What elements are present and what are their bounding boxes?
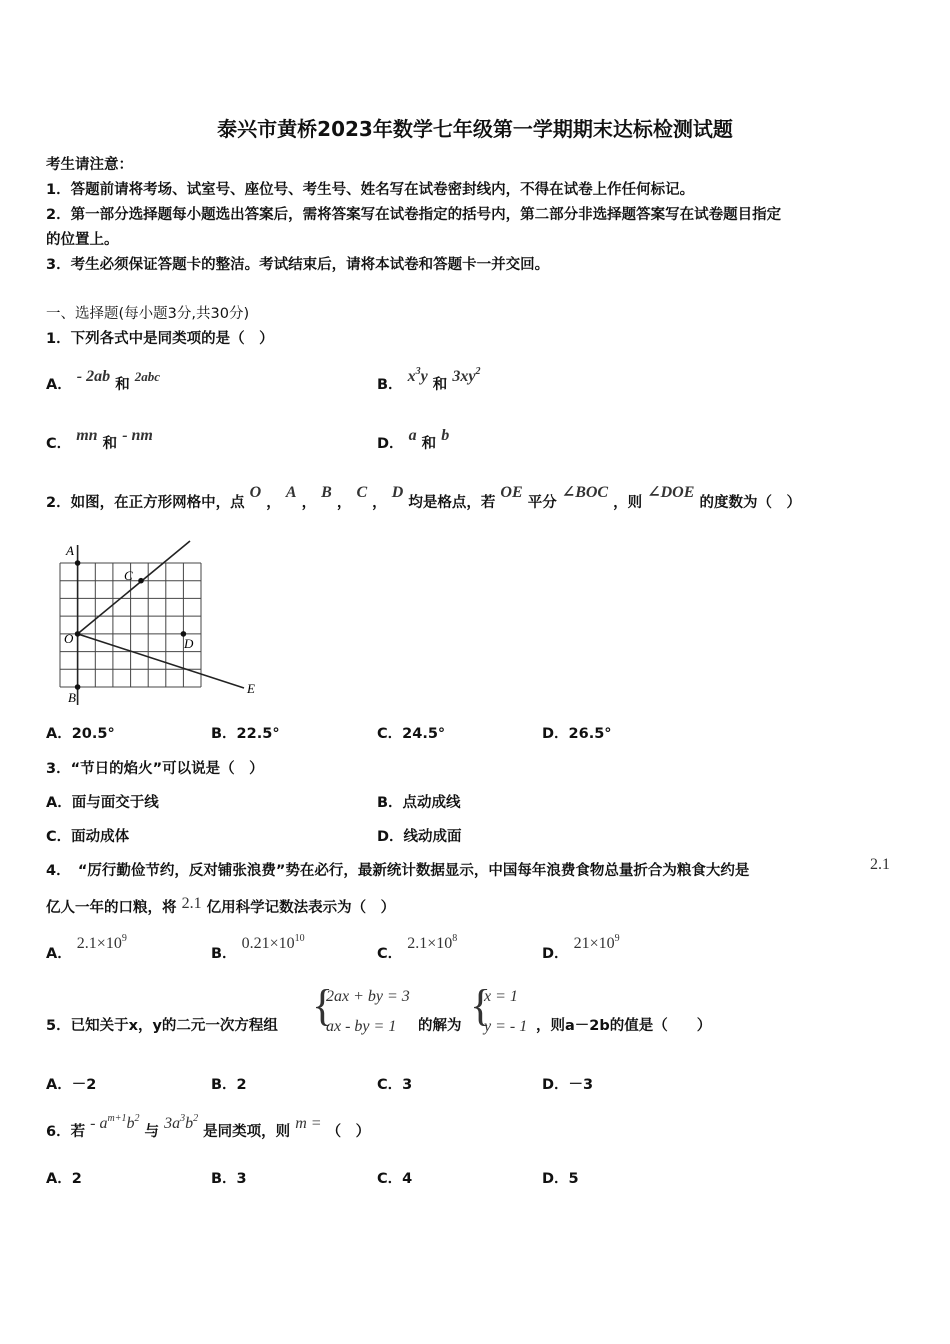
point-o [75,631,81,637]
q1-c-and: 和 [102,436,118,452]
q5-eq-2: ax - by = 1 [326,1018,397,1035]
q1-d-label: D． [377,436,404,452]
fig-label-d: D [184,636,194,651]
q5-text-3: ，则a－2b的值是（ ） [536,1018,712,1034]
q5-text-2: 的解为 [418,1018,462,1034]
q2-text-5: 的度数为（ ） [699,495,801,511]
q1-a-expr1: - 2ab [76,368,111,385]
q3-option-b[interactable]: B．点动成线 [377,795,461,811]
q2-stem [46,484,801,512]
notice-item-2-cont: 的位置上。 [46,232,119,248]
q1-option-b[interactable] [377,366,481,394]
q4-d-label: D． [542,946,569,962]
q5-text-1: 5．已知关于x，y的二元一次方程组 [46,1018,278,1034]
q1-d-expr1: a [408,427,417,444]
notice-item-3: 3．考生必须保证答题卡的整洁。考试结束后，请将本试卷和答题卡一并交回。 [46,257,550,273]
q1-d-expr2: b [441,427,450,444]
q2-ray-oe: OE [500,484,523,501]
q4-b-base: 0.21×10 [241,935,295,952]
fig-label-o: O [64,631,74,646]
q6-expr1-b: b [126,1115,135,1132]
q2-point-a: A [285,484,297,501]
q6-text-2: 与 [144,1124,160,1140]
q6-option-c[interactable]: C．4 [377,1171,413,1187]
q3-stem: 3．“节日的焰火”可以说是（ ） [46,761,264,777]
q1-d-and: 和 [421,436,437,452]
q5-option-b[interactable]: B．2 [211,1077,247,1093]
q3-option-a[interactable]: A．面与面交于线 [46,795,159,811]
notice-item-1: 1．答题前请将考场、试室号、座位号、考生号、姓名写在试卷密封线内，不得在试卷上作任何标记。 [46,182,695,198]
q2-point-o: O [249,484,262,501]
q4-a-label: A． [46,946,72,962]
q6-expr2-b: b [185,1115,194,1132]
q4-a-exp: 9 [121,933,127,944]
q4-c-exp: 8 [452,933,458,944]
q5-sol-2: y = - 1 [484,1018,528,1035]
q6-expr1-exp2: 2 [134,1113,140,1124]
q5-solution-brace: { [470,981,492,1030]
q6-expr1-exp: m+1 [107,1113,127,1124]
q3-option-d[interactable]: D．线动成面 [377,829,462,845]
q6-expr2-exp: 3 [180,1113,186,1124]
q1-a-and: 和 [115,377,130,393]
q5-option-c[interactable]: C．3 [377,1077,413,1093]
fig-label-e: E [247,681,255,696]
q2-angle-doe: ∠DOE [647,484,695,501]
q4-d-exp: 9 [614,933,620,944]
q1-c-label: C． [46,436,72,452]
ray-oc [78,541,190,634]
q5-system-brace: { [312,981,334,1030]
q1-c-expr1: mn [76,427,98,444]
q1-a-expr2: 2abc [134,369,161,384]
q1-option-a[interactable] [46,368,161,394]
q1-b-x: x [407,368,416,385]
q2-sep: ， [266,495,281,511]
q4-d-base: 21×10 [573,935,615,952]
q4-option-c[interactable] [377,933,458,963]
q5-eq-1: 2ax + by = 3 [326,988,410,1005]
q4-text-2b: 亿用科学记数法表示为（ ） [206,900,396,916]
q2-option-a[interactable]: A．20.5° [46,726,115,742]
notice-item-2: 2．第一部分选择题每小题选出答案后，需将答案写在试卷指定的括号内，第二部分非选择题答案写在试卷题目指定 [46,207,782,223]
q6-option-b[interactable]: B．3 [211,1171,247,1187]
q2-sep: ， [372,495,387,511]
q1-b-3xy: 3xy [452,368,476,385]
q1-stem: 1．下列各式中是同类项的是（ ） [46,331,274,347]
q2-point-c: C [356,484,368,501]
q5-sol-1: x = 1 [484,988,518,1005]
q6-option-d[interactable]: D．5 [542,1171,579,1187]
q4-c-base: 2.1×10 [407,935,453,952]
q5-option-d[interactable]: D．－3 [542,1077,594,1093]
fig-label-c: C [124,568,133,583]
q2-option-b[interactable]: B．22.5° [211,726,280,742]
q2-option-c[interactable]: C．24.5° [377,726,446,742]
section-heading: 一、选择题(每小题3分,共30分) [46,306,250,322]
q2-text-2: 均是格点，若 [408,495,496,511]
q4-c-label: C． [377,946,403,962]
q6-expr2-exp2: 2 [193,1113,199,1124]
point-b [75,684,81,690]
q1-option-c[interactable] [46,427,153,453]
q2-point-d: D [391,484,404,501]
q4-option-d[interactable] [542,933,620,963]
page-title: 泰兴市黄桥2023年数学七年级第一学期期末达标检测试题 [217,117,733,141]
ray-oe [78,634,244,688]
point-a [75,560,81,566]
q4-text-2a: 亿人一年的口粮，将 [46,900,177,916]
q6-expr2-a: 3a [164,1115,181,1132]
q4-line-1: 4． “厉行勤俭节约，反对铺张浪费”势在必行，最新统计数据显示，中国每年浪费食物总量折合为粮食大约是 [46,863,750,879]
q2-text-3: 平分 [527,495,557,511]
q1-b-label: B． [377,377,403,393]
q4-option-b[interactable] [211,933,305,963]
q1-b-3xy-exp: 2 [475,366,481,377]
q4-num-1: 2.1 [870,856,890,873]
fig-label-a: A [66,543,74,558]
q4-a-base: 2.1×10 [76,935,122,952]
q6-expr1-a: - a [90,1115,108,1132]
q1-b-and: 和 [432,377,448,393]
point-c [138,578,144,584]
q6-text-1: 6．若 [46,1124,86,1140]
q2-option-d[interactable]: D．26.5° [542,726,612,742]
q2-text-4: ，则 [613,495,643,511]
q2-text-1: 2．如图，在正方形网格中，点 [46,495,245,511]
q1-b-y: y [420,368,428,385]
fig-label-b: B [68,690,76,705]
q5-option-a[interactable]: A．－2 [46,1077,97,1093]
q4-num-2: 2.1 [181,895,202,912]
q6-expr3: m = [295,1115,322,1132]
q6-stem [46,1113,371,1141]
q6-text-3: 是同类项，则 [203,1124,291,1140]
q4-option-a[interactable] [46,933,127,963]
q6-option-a[interactable]: A．2 [46,1171,82,1187]
q4-b-label: B． [211,946,237,962]
q2-angle-boc: ∠BOC [561,484,609,501]
q1-option-d[interactable] [377,427,450,453]
q1-a-label: A． [46,377,72,393]
q2-sep: ， [301,495,317,511]
q4-line-2 [46,896,395,917]
q2-sep: ， [336,495,352,511]
q1-c-expr2: - nm [122,427,153,444]
q4-b-exp: 10 [294,933,305,944]
notice-heading: 考生请注意： [46,157,133,173]
q1-b-x-exp: 3 [415,366,421,377]
q6-text-4: （ ） [326,1124,371,1140]
q3-option-c[interactable]: C．面动成体 [46,829,130,845]
q2-grid-figure [50,535,270,710]
q2-point-b: B [321,484,332,501]
